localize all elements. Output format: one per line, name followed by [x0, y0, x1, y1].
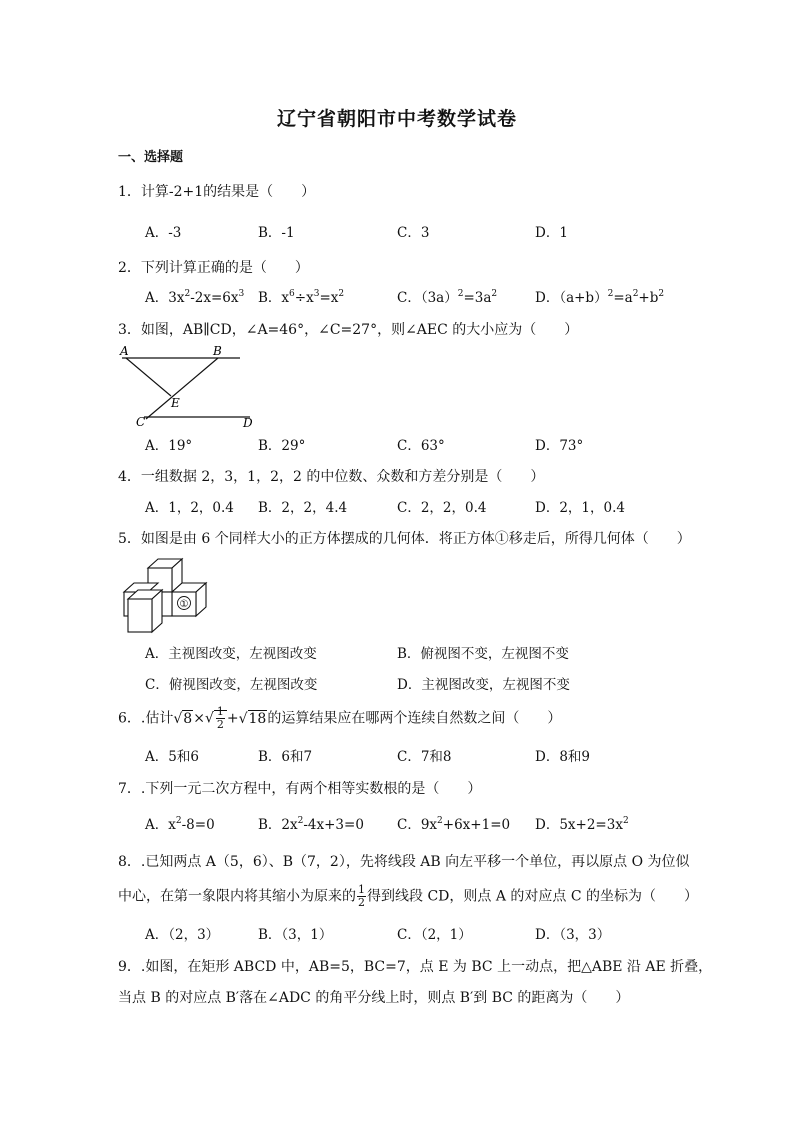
question-1-option-c: C．3	[397, 225, 430, 241]
question-5-option-b: B．俯视图不变，左视图不变	[397, 646, 569, 662]
question-8-option-a: A．（2，3）	[145, 927, 220, 943]
question-3-option-d: D．73°	[535, 438, 584, 454]
question-7-option-b: B．$2x^2-4x+3=0$	[258, 816, 364, 833]
question-3-option-c: C．63°	[397, 438, 445, 454]
question-4-option-a: A．1，2，0.4	[145, 500, 234, 516]
question-1-option-b: B．-1	[258, 225, 295, 241]
section-heading: 一、选择题	[118, 150, 184, 165]
question-5-option-d: D．主视图改变，左视图不变	[397, 677, 570, 693]
question-3-option-a: A．19°	[145, 438, 193, 454]
question-8-option-c: C．（2，1）	[397, 927, 472, 943]
question-8-line2-tail: 得到线段 CD，则点 A 的对应点 C 的坐标为（ ）	[367, 888, 699, 905]
question-4-option-b: B．2，2，4.4	[258, 500, 348, 516]
question-6-tail: 的运算结果应在哪两个连续自然数之间（ ）	[267, 710, 562, 727]
question-9-line1: 9．.如图，在矩形 ABCD 中，AB=5，BC=7，点 E 为 BC 上一动点，把△ABE 沿 AE 折叠，	[118, 959, 713, 975]
question-5-cube-figure	[118, 556, 218, 638]
question-3-option-b: B．29°	[258, 438, 306, 454]
figure-label-d: D	[243, 416, 253, 430]
question-4-option-c: C．2，2，0.4	[397, 500, 487, 516]
question-6-stem: 6．.估计√8×√ $\frac{1}{2}$ +√18的运算结果应在哪两个连续自然数之间（ ）	[118, 705, 562, 731]
figure-label-c: C	[136, 415, 146, 429]
question-7-option-a: A．$x^2-8=0$	[145, 816, 215, 833]
figure-label-a: A	[120, 344, 129, 358]
question-6-option-d: D．8和9	[535, 749, 591, 765]
question-6-option-c: C．7和8	[397, 749, 452, 765]
question-7-option-c: C．$9x^2+6x+1=0$	[397, 816, 511, 833]
question-3-stem: 3．如图，AB∥CD，∠A=46°，∠C=27°，则∠AEC 的大小应为（ ）	[118, 322, 579, 338]
question-4-option-d: D．2，1，0.4	[535, 500, 625, 516]
question-2-option-d: D．$(a+b)^2=a^2+b^2$	[535, 289, 665, 306]
question-8-line2	[118, 884, 698, 909]
question-1-stem: 1．计算-2+1的结果是（ ）	[118, 184, 316, 200]
sqrt-half: √ $\frac{1}{2}$	[205, 706, 227, 731]
question-3-figure	[114, 343, 264, 431]
question-7-option-d: D．$5x+2=3x^2$	[535, 816, 629, 833]
question-6-lead: 6．.估计	[118, 710, 174, 727]
page-title: 辽宁省朝阳市中考数学试卷	[276, 108, 517, 130]
question-8-option-d: D．（3，3）	[535, 927, 611, 943]
sqrt-8: √8	[173, 710, 193, 727]
cube-marker-1: ①	[179, 599, 189, 610]
sqrt-18: √18	[238, 710, 267, 727]
question-5-stem: 5．如图是由 6 个同样大小的正方体摆成的几何体．将正方体①移走后，所得几何体（ ）	[118, 531, 691, 547]
question-6-option-b: B．6和7	[258, 749, 313, 765]
question-2-stem: 2．下列计算正确的是（ ）	[118, 260, 309, 276]
question-8-option-b: B．（3，1）	[258, 927, 333, 943]
question-6-option-a: A．5和6	[145, 749, 199, 765]
question-8-line1: 8．.已知两点 A（5，6）、B（7，2），先将线段 AB 向左平移一个单位，再以原点 O 为位似	[118, 854, 690, 870]
fraction-one-half: $\frac{1}{2}$	[358, 883, 365, 909]
question-2-option-a: A．$3x^2-2x=6x^3$	[145, 289, 245, 306]
question-4-stem: 4．一组数据 2，3，1，2，2 的中位数、众数和方差分别是（ ）	[118, 469, 545, 485]
question-8-line2-lead: 中心，在第一象限内将其缩小为原来的	[118, 888, 356, 905]
question-1-option-a: A．-3	[145, 225, 182, 241]
question-5-option-a: A．主视图改变，左视图改变	[145, 646, 317, 662]
question-1-option-d: D．1	[535, 225, 568, 241]
figure-label-b: B	[213, 344, 222, 358]
question-7-stem: 7．.下列一元二次方程中，有两个相等实数根的是（ ）	[118, 781, 482, 797]
question-5-option-c: C．俯视图改变，左视图改变	[145, 677, 318, 693]
figure-label-e: E	[171, 396, 180, 410]
question-9-line2: 当点 B 的对应点 B′落在∠ADC 的角平分线上时，则点 B′到 BC 的距离为（ ）	[118, 990, 630, 1006]
question-2-option-c: C．$(3a)^2=3a^2$	[397, 289, 498, 306]
question-2-option-b: B．$x^6\div x^3=x^2$	[258, 289, 345, 306]
